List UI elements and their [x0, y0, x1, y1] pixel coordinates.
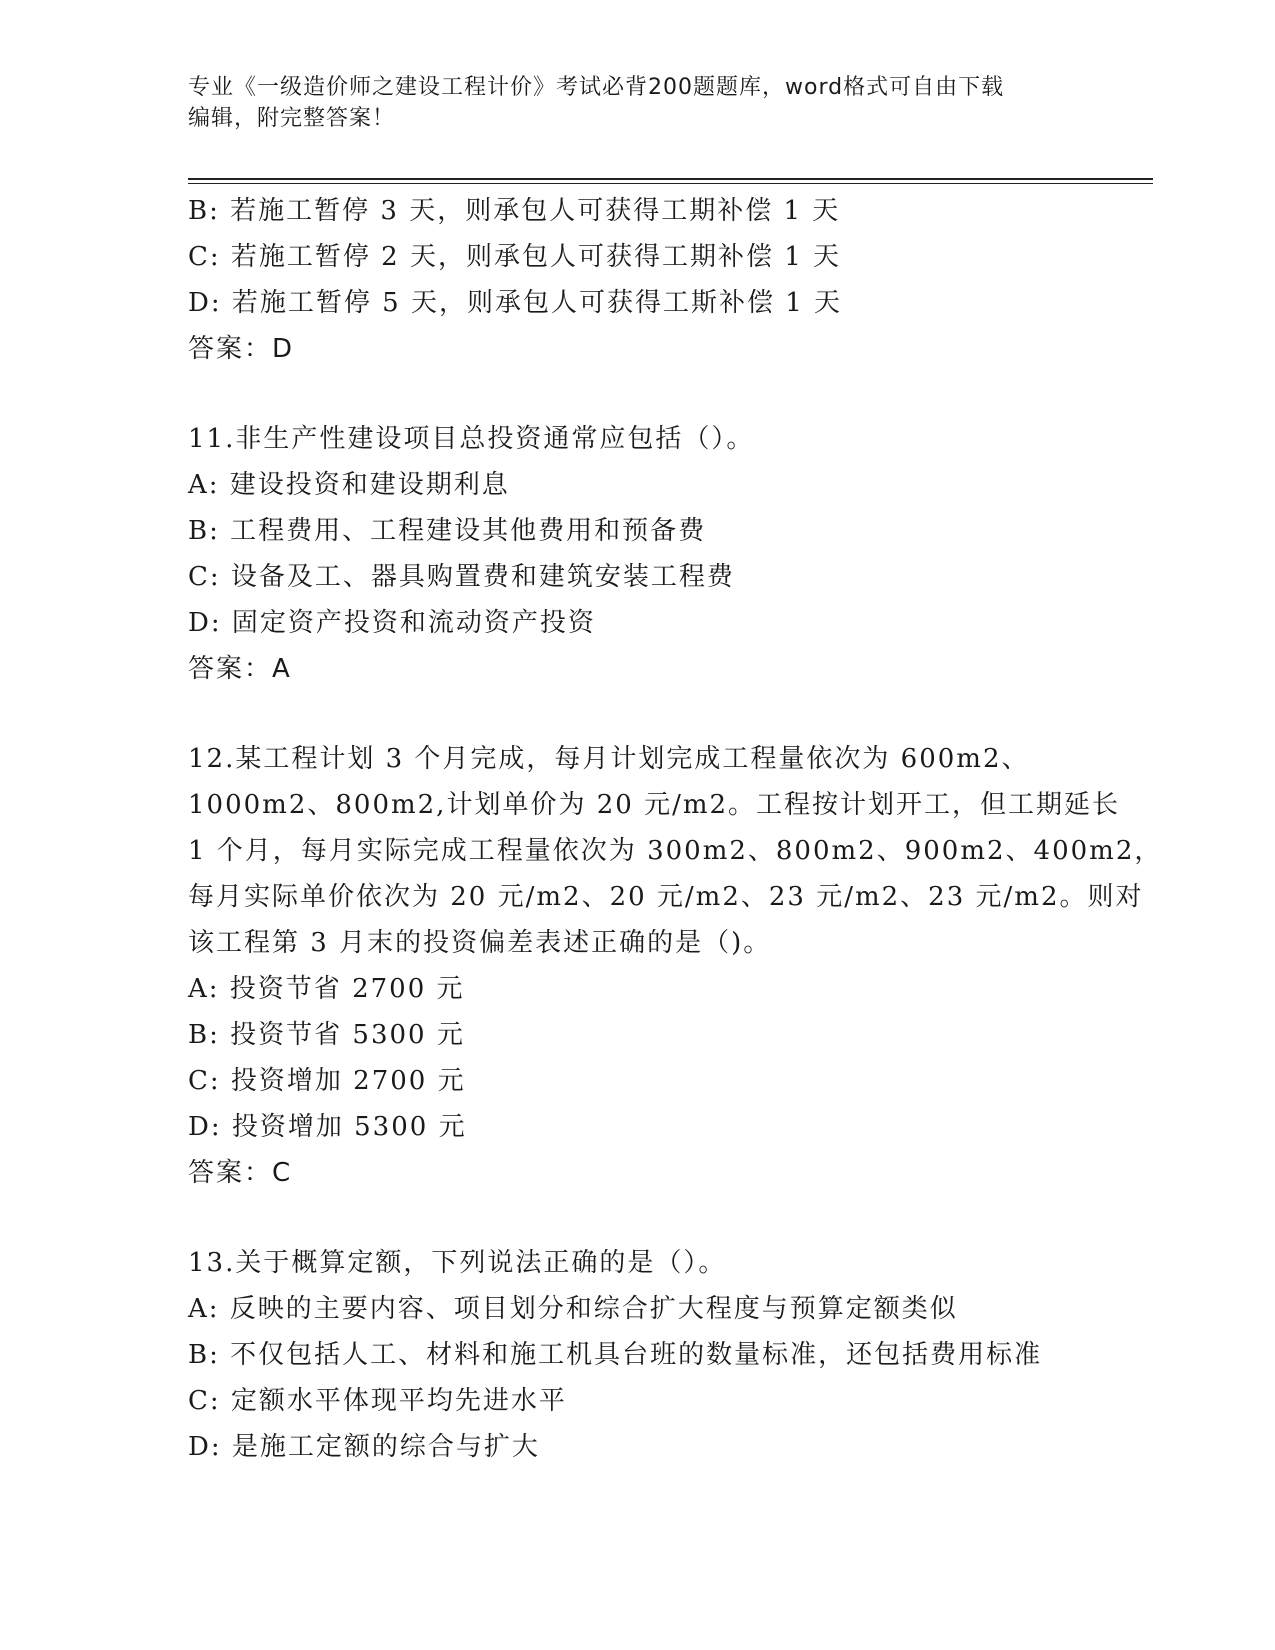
- question-stem: 13.关于概算定额，下列说法正确的是（）。: [188, 1248, 727, 1278]
- option-b: B: 若施工暂停 3 天，则承包人可获得工期补偿 1 天: [188, 196, 841, 226]
- document-header: [188, 72, 1088, 134]
- answer-line: 答案：D: [188, 334, 295, 364]
- spacer: [188, 692, 1088, 736]
- question-stem-line-4: 每月实际单价依次为 20 元/m2、20 元/m2、23 元/m2、23 元/m2。则对: [188, 882, 1144, 912]
- option-b: B: 工程费用、工程建设其他费用和预备费: [188, 516, 707, 546]
- option-d: D: 固定资产投资和流动资产投资: [188, 608, 596, 638]
- question-stem-line-5: 该工程第 3 月末的投资偏差表述正确的是（)。: [188, 928, 772, 958]
- option-b: B: 投资节省 5300 元: [188, 1020, 465, 1050]
- question-11: [188, 416, 1088, 692]
- option-d: D: 若施工暂停 5 天，则承包人可获得工斯补偿 1 天: [188, 288, 843, 318]
- answer-line: 答案：C: [188, 1158, 293, 1188]
- question-stem-line-3: 1 个月，每月实际完成工程量依次为 300m2、800m2、900m2、400m2，: [188, 836, 1163, 866]
- header-line-2: 编辑，附完整答案！: [188, 106, 396, 131]
- question-stem-line-2: 1000m2、800m2,计划单价为 20 元/m2。工程按计划开工，但工期延长: [188, 790, 1121, 820]
- question-13: [188, 1240, 1088, 1470]
- option-c: C: 设备及工、器具购置费和建筑安装工程费: [188, 562, 735, 592]
- question-stem: 11.非生产性建设项目总投资通常应包括（）。: [188, 424, 755, 454]
- header-divider-thick: [188, 178, 1153, 180]
- spacer: [188, 372, 1088, 416]
- prev-question-options: [188, 188, 1088, 326]
- option-d: D: 投资增加 5300 元: [188, 1112, 467, 1142]
- option-a: A: 建设投资和建设期利息: [188, 470, 510, 500]
- option-c: C: 投资增加 2700 元: [188, 1066, 466, 1096]
- question-content: [188, 188, 1163, 1470]
- question-12: [188, 736, 1163, 1196]
- option-c: C: 若施工暂停 2 天，则承包人可获得工期补偿 1 天: [188, 242, 842, 272]
- header-divider-thin: [188, 183, 1153, 184]
- option-a: A: 投资节省 2700 元: [188, 974, 465, 1004]
- option-d: D: 是施工定额的综合与扩大: [188, 1432, 540, 1462]
- option-b: B: 不仅包括人工、材料和施工机具台班的数量标准，还包括费用标准: [188, 1340, 1043, 1370]
- spacer: [188, 1196, 1088, 1240]
- header-line-1: 专业《一级造价师之建设工程计价》考试必背200题题库，word格式可自由下载: [188, 75, 1005, 100]
- option-a: A: 反映的主要内容、项目划分和综合扩大程度与预算定额类似: [188, 1294, 958, 1324]
- option-c: C: 定额水平体现平均先进水平: [188, 1386, 567, 1416]
- answer-line: 答案：A: [188, 654, 292, 684]
- question-stem-line-1: 12.某工程计划 3 个月完成，每月计划完成工程量依次为 600m2、: [188, 744, 1030, 774]
